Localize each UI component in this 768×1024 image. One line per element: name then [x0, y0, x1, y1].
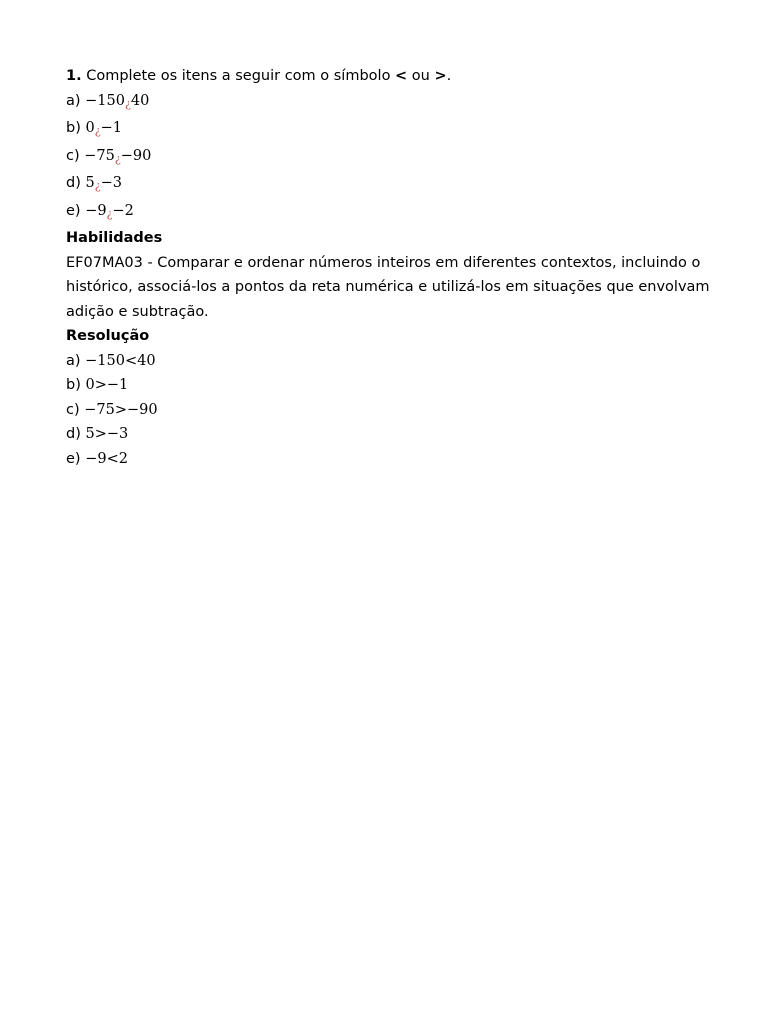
- item-blank-mark: ¿: [94, 124, 101, 137]
- item-left-value: 5: [85, 426, 95, 442]
- item-right-value: −3: [106, 426, 129, 442]
- item-blank-mark: ¿: [106, 206, 113, 220]
- item-operator: >: [114, 401, 128, 418]
- resolution-heading: Resolução: [66, 328, 150, 344]
- skills-text: EF07MA03 - Comparar e ordenar números inteiros em diferentes contextos, incluindo o histórico, associá-los a pontos da reta numérica e utilizá-los em situações que envolvam adição e subtração.: [66, 254, 710, 320]
- question-prompt: [66, 64, 716, 89]
- item-label: b): [66, 377, 86, 393]
- prompt-text-before: Complete os itens a seguir com o símbolo: [81, 68, 396, 84]
- item-left-value: −75: [84, 401, 115, 418]
- item-operator: <: [106, 450, 119, 467]
- item-operator: >: [94, 426, 107, 442]
- item-label: e): [66, 450, 86, 467]
- skills-heading: Habilidades: [66, 230, 163, 246]
- item-right-value: −90: [127, 401, 158, 418]
- resolution-item-c: [66, 398, 716, 423]
- question-item-a: [66, 89, 716, 117]
- item-label: d): [66, 175, 86, 191]
- question-item-e: [66, 199, 716, 227]
- question-item-c: [66, 144, 716, 172]
- item-right-value: 40: [130, 92, 150, 109]
- resolution-item-a: [66, 349, 716, 374]
- symbol-less-than: <: [395, 68, 408, 84]
- question-item-d: [66, 171, 716, 199]
- item-left-value: 0: [85, 377, 95, 393]
- item-right-value: 40: [137, 352, 156, 369]
- item-label: b): [66, 120, 86, 136]
- item-left-value: 0: [85, 120, 95, 136]
- item-right-value: −2: [112, 202, 134, 219]
- item-left-value: −9: [85, 202, 107, 219]
- item-right-value: −90: [120, 147, 152, 164]
- document-page: [66, 64, 716, 471]
- item-label: c): [66, 147, 85, 164]
- item-label: c): [66, 401, 85, 418]
- prompt-text-middle: ou: [407, 68, 435, 84]
- item-label: d): [66, 426, 86, 442]
- question-number: 1.: [66, 68, 82, 84]
- item-right-value: −1: [106, 377, 129, 393]
- item-right-value: 2: [118, 450, 128, 467]
- resolution-item-b: [66, 373, 716, 398]
- resolution-item-e: [66, 447, 716, 472]
- prompt-text-after: .: [446, 68, 452, 84]
- item-label: e): [66, 202, 86, 219]
- item-blank-mark: ¿: [124, 96, 131, 110]
- item-right-value: −3: [100, 175, 122, 191]
- item-left-value: 5: [85, 175, 95, 191]
- item-operator: <: [124, 352, 138, 369]
- item-left-value: −150: [85, 352, 125, 369]
- item-left-value: −150: [85, 92, 125, 109]
- item-left-value: −75: [84, 147, 115, 164]
- item-operator: >: [94, 377, 107, 393]
- item-blank-mark: ¿: [114, 151, 121, 165]
- resolution-item-d: [66, 422, 716, 447]
- item-left-value: −9: [85, 450, 107, 467]
- item-label: a): [66, 352, 86, 369]
- item-blank-mark: ¿: [94, 179, 101, 192]
- item-right-value: −1: [100, 120, 122, 136]
- symbol-greater-than: >: [434, 68, 447, 84]
- item-label: a): [66, 92, 86, 109]
- question-item-b: [66, 116, 716, 144]
